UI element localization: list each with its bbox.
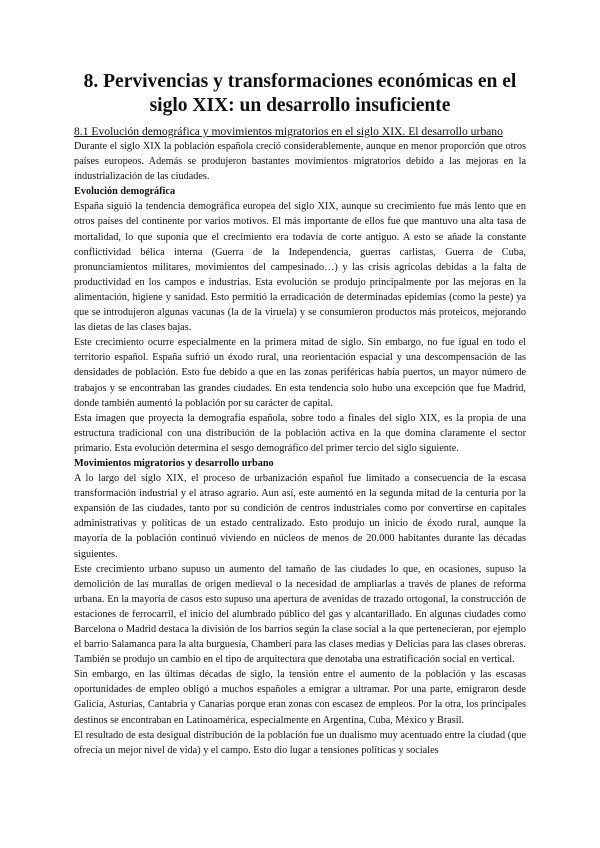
heading-demographic-evolution: Evolución demográfica [74,186,176,198]
paragraph: A lo largo del siglo XIX, el proceso de urbanización español fue limitado a consecuencia de la escasa transformación industrial y el atraso agrario. Aun así, este aumentó en la segunda mitad de la centuria por la expansión de las ciudades, tanto por su condición de centros industriales como por convertirse en capitales administrativas y políticas de un estado centralizado. Esto produjo un inicio de éxodo rural, aunque la mayoría de la población continuó viviendo en núcleos de menos de 20.000 habitantes durante las décadas siguientes. [74,473,526,560]
paragraph: Este crecimiento ocurre especialmente en la primera mitad de siglo. Sin embargo, no fue igual en todo el territorio español. España sufrió un éxodo rural, una reorientación espacial y una descompensación de las densidades de población. Esto fue debido a que en las zonas periféricas había puertos, un mayor número de trabajos y se encontraban las grandes ciudades. En esta tendencia solo hubo una excepción que fue Madrid, donde también aumentó la población por su carácter de capital. [74,337,526,409]
paragraph: Sin embargo, en las últimas décadas de siglo, la tensión entre el aumento de la población y las escasas oportunidades de empleo obligó a muchos españoles a emigrar a ultramar. Por una parte, emigraron desde Galicia, Asturias, Cantabria y Canarias porque eran zonas con escasez de empleos. Por la otra, los principales destinos se encontraban en Latinoamérica, especialmente en Argentina, Cuba, México y Brasil. [74,669,526,726]
paragraph: Esta imagen que proyecta la demografía española, sobre todo a finales del siglo XIX, es la propia de una estructura tradicional con una distribución de la población activa en la que domina claramente el sector primario. Esta evolución determina el sesgo demográfico del primer tercio del siglo siguiente. [74,412,526,454]
paragraph: El resultado de esta desigual distribución de la población fue un dualismo muy acentuado entre la ciudad (que ofrecía un mejor nivel de vida) y el campo. Esto dio lugar a tensiones políticas y sociales [74,729,526,756]
section-subtitle: 8.1 Evolución demográfica y movimientos migratorios en el siglo XIX. El desarrollo urbano [74,125,503,138]
document-title: 8. Pervivencias y transformaciones económicas en el siglo XIX: un desarrollo insuficiente [83,71,517,116]
paragraph: España siguió la tendencia demográfica europea del siglo XIX, aunque su crecimiento fue más lento que en otros países del continente por varios motivos. El más importante de ellos fue que mantuvo una alta tasa de mortalidad, lo que suponía que el crecimiento era todavía de corte antiguo. A esto se añade la constante conflictividad bélica interna (Guerra de la Independencia, guerras carlistas, Guerra de Cuba, pronunciamientos militares, movimientos del campesinado…) y las crisis agrícolas debidas a la falta de productividad en los campos e industrias. Esta evolución se produjo principalmente por las mejoras en la alimentación, higiene y sanidad. Esto permitió la erradicación de determinadas epidemias (como la peste) ya que se introdujeron algunas vacunas (la de la viruela) y se consumieron productos más proteicos, mejorando las dietas de las clases bajas. [74,201,526,334]
paragraph: Este crecimiento urbano supuso un aumento del tamaño de las ciudades lo que, en ocasiones, supuso la demolición de las murallas de origen medieval o la necesidad de ampliarlas a través de planes de reforma urbana. En la mayoría de casos esto supuso una apertura de avenidas de trazado ortogonal, la construcción de estaciones de ferrocarril, el inicio del alumbrado público del gas y alcantarillado. En algunas ciudades como Barcelona o Madrid destaca la división de los barrios según la clase social a la que pertenecieran, por ejemplo el barrio Salamanca para la alta burguesía, Chamberí para las clases medias y Delicias para las clases obreras. También se produjo un cambio en el tipo de arquitectura que denotaba una estratificación social en vertical. [74,563,526,666]
heading-migration-urban-development: Movimientos migratorios y desarrollo urbano [74,457,274,469]
intro-paragraph: Durante el siglo XIX la población española creció considerablemente, aunque en menor proporción que otros países europeos. Además se produjeron bastantes movimientos migratorios debido a las mejoras en la industrialización de las ciudades. [74,141,526,183]
